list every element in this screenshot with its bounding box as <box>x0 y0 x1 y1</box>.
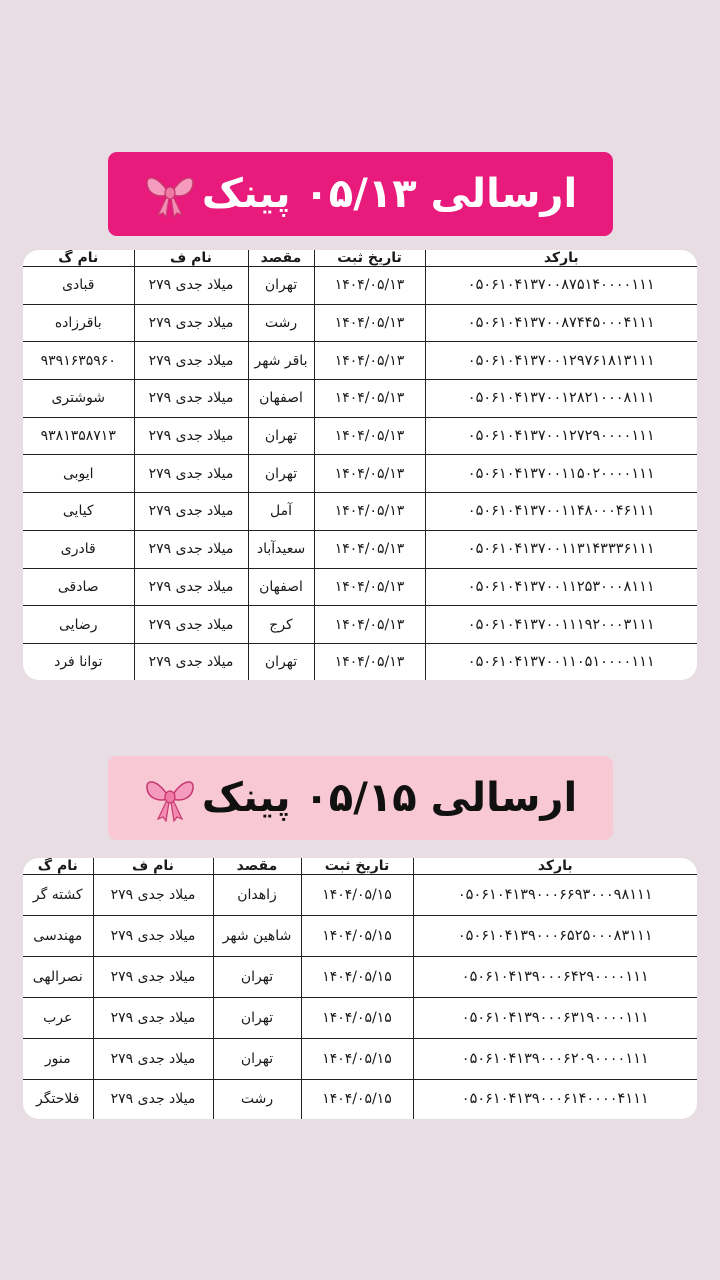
destination-cell: رشت <box>248 304 314 342</box>
destination-cell: زاهدان <box>213 875 301 916</box>
reg-date-cell: ۱۴۰۴/۰۵/۱۳ <box>314 267 425 305</box>
first-name-cell: میلاد جدی ۲۷۹ <box>134 568 248 606</box>
last-name-cell: ۹۳۹۱۶۳۵۹۶۰ <box>23 342 134 380</box>
destination-cell: اصفهان <box>248 568 314 606</box>
table-row <box>23 380 697 418</box>
last-name-cell: منور <box>23 1038 93 1079</box>
destination-cell: باقر شهر <box>248 342 314 380</box>
destination-cell: آمل <box>248 493 314 531</box>
pink-bow-icon <box>144 774 196 822</box>
first-name-cell: میلاد جدی ۲۷۹ <box>93 875 213 916</box>
table-row <box>23 493 697 531</box>
table-row <box>23 1038 697 1079</box>
barcode-cell: ۰۵۰۶۱۰۴۱۳۷۰۰۱۱۲۵۳۰۰۰۸۱۱۱ <box>425 568 697 606</box>
first-name-cell: میلاد جدی ۲۷۹ <box>134 493 248 531</box>
first-name-cell: میلاد جدی ۲۷۹ <box>93 1079 213 1119</box>
destination-cell: تهران <box>248 267 314 305</box>
section2-table-header <box>23 858 697 875</box>
destination-cell: سعیدآباد <box>248 530 314 568</box>
first-name-cell: میلاد جدی ۲۷۹ <box>134 342 248 380</box>
reg-date-cell: ۱۴۰۴/۰۵/۱۳ <box>314 304 425 342</box>
first-name-cell: میلاد جدی ۲۷۹ <box>93 997 213 1038</box>
first-name-cell: میلاد جدی ۲۷۹ <box>134 380 248 418</box>
barcode-cell: ۰۵۰۶۱۰۴۱۳۹۰۰۰۶۵۲۵۰۰۰۸۳۱۱۱ <box>413 915 697 956</box>
section2-table-body <box>23 875 697 1120</box>
table-row <box>23 267 697 305</box>
barcode-cell: ۰۵۰۶۱۰۴۱۳۷۰۰۱۱۴۸۰۰۰۴۶۱۱۱ <box>425 493 697 531</box>
section2-table <box>23 858 697 1119</box>
last-name-cell: ایوبی <box>23 455 134 493</box>
table-row <box>23 304 697 342</box>
destination-cell: تهران <box>213 997 301 1038</box>
barcode-cell: ۰۵۰۶۱۰۴۱۳۷۰۰۱۱۳۱۴۳۳۳۶۱۱۱ <box>425 530 697 568</box>
header-first-name: نام ف <box>134 250 248 267</box>
reg-date-cell: ۱۴۰۴/۰۵/۱۵ <box>301 1038 413 1079</box>
last-name-cell: کشته گر <box>23 875 93 916</box>
last-name-cell: شوشتری <box>23 380 134 418</box>
barcode-cell: ۰۵۰۶۱۰۴۱۳۷۰۰۱۱۵۰۲۰۰۰۰۱۱۱ <box>425 455 697 493</box>
header-row <box>23 858 697 875</box>
first-name-cell: میلاد جدی ۲۷۹ <box>134 643 248 680</box>
table-row <box>23 956 697 997</box>
barcode-cell: ۰۵۰۶۱۰۴۱۳۷۰۰۱۲۸۲۱۰۰۰۸۱۱۱ <box>425 380 697 418</box>
first-name-cell: میلاد جدی ۲۷۹ <box>134 267 248 305</box>
destination-cell: تهران <box>248 455 314 493</box>
reg-date-cell: ۱۴۰۴/۰۵/۱۳ <box>314 530 425 568</box>
last-name-cell: ۹۳۸۱۳۵۸۷۱۳ <box>23 417 134 455</box>
header-last-name: نام گ <box>23 250 134 267</box>
header-row <box>23 250 697 267</box>
table-row <box>23 997 697 1038</box>
reg-date-cell: ۱۴۰۴/۰۵/۱۳ <box>314 342 425 380</box>
table-row <box>23 1079 697 1119</box>
section2-title: ارسالی ۰۵/۱۵ پینک <box>201 775 578 821</box>
reg-date-cell: ۱۴۰۴/۰۵/۱۳ <box>314 455 425 493</box>
reg-date-cell: ۱۴۰۴/۰۵/۱۵ <box>301 1079 413 1119</box>
destination-cell: کرج <box>248 606 314 644</box>
last-name-cell: مهندسی <box>23 915 93 956</box>
reg-date-cell: ۱۴۰۴/۰۵/۱۵ <box>301 915 413 956</box>
last-name-cell: باقرزاده <box>23 304 134 342</box>
header-barcode: بارکد <box>413 858 697 875</box>
section1-title: ارسالی ۰۵/۱۳ پینک <box>201 171 578 217</box>
first-name-cell: میلاد جدی ۲۷۹ <box>134 455 248 493</box>
last-name-cell: رضایی <box>23 606 134 644</box>
destination-cell: رشت <box>213 1079 301 1119</box>
last-name-cell: فلاحتگر <box>23 1079 93 1119</box>
barcode-cell: ۰۵۰۶۱۰۴۱۳۷۰۰۱۱۰۵۱۰۰۰۰۱۱۱ <box>425 643 697 680</box>
destination-cell: تهران <box>213 956 301 997</box>
destination-cell: تهران <box>213 1038 301 1079</box>
barcode-cell: ۰۵۰۶۱۰۴۱۳۹۰۰۰۶۳۱۹۰۰۰۰۱۱۱ <box>413 997 697 1038</box>
table-row <box>23 568 697 606</box>
section1-table-card <box>23 250 697 680</box>
reg-date-cell: ۱۴۰۴/۰۵/۱۵ <box>301 875 413 916</box>
first-name-cell: میلاد جدی ۲۷۹ <box>134 304 248 342</box>
last-name-cell: صادقی <box>23 568 134 606</box>
barcode-cell: ۰۵۰۶۱۰۴۱۳۷۰۰۸۷۴۴۵۰۰۰۴۱۱۱ <box>425 304 697 342</box>
last-name-cell: قادری <box>23 530 134 568</box>
last-name-cell: نصرالهی <box>23 956 93 997</box>
reg-date-cell: ۱۴۰۴/۰۵/۱۳ <box>314 417 425 455</box>
reg-date-cell: ۱۴۰۴/۰۵/۱۳ <box>314 568 425 606</box>
barcode-cell: ۰۵۰۶۱۰۴۱۳۹۰۰۰۶۴۲۹۰۰۰۰۱۱۱ <box>413 956 697 997</box>
last-name-cell: عرب <box>23 997 93 1038</box>
first-name-cell: میلاد جدی ۲۷۹ <box>93 1038 213 1079</box>
section1-table-body <box>23 267 697 681</box>
section1-table-header <box>23 250 697 267</box>
barcode-cell: ۰۵۰۶۱۰۴۱۳۷۰۰۸۷۵۱۴۰۰۰۰۱۱۱ <box>425 267 697 305</box>
reg-date-cell: ۱۴۰۴/۰۵/۱۵ <box>301 997 413 1038</box>
first-name-cell: میلاد جدی ۲۷۹ <box>93 915 213 956</box>
barcode-cell: ۰۵۰۶۱۰۴۱۳۷۰۰۱۲۷۲۹۰۰۰۰۱۱۱ <box>425 417 697 455</box>
header-destination: مقصد <box>248 250 314 267</box>
barcode-cell: ۰۵۰۶۱۰۴۱۳۹۰۰۰۶۱۴۰۰۰۰۴۱۱۱ <box>413 1079 697 1119</box>
reg-date-cell: ۱۴۰۴/۰۵/۱۵ <box>301 956 413 997</box>
first-name-cell: میلاد جدی ۲۷۹ <box>134 417 248 455</box>
reg-date-cell: ۱۴۰۴/۰۵/۱۳ <box>314 606 425 644</box>
table-row <box>23 417 697 455</box>
destination-cell: تهران <box>248 643 314 680</box>
reg-date-cell: ۱۴۰۴/۰۵/۱۳ <box>314 493 425 531</box>
table-row <box>23 875 697 916</box>
header-first-name: نام ف <box>93 858 213 875</box>
section2-table-card <box>23 858 697 1119</box>
table-row <box>23 455 697 493</box>
header-barcode: بارکد <box>425 250 697 267</box>
barcode-cell: ۰۵۰۶۱۰۴۱۳۷۰۰۱۱۱۹۲۰۰۰۳۱۱۱ <box>425 606 697 644</box>
pink-bow-icon <box>144 170 196 218</box>
section2-title-banner <box>108 756 613 840</box>
last-name-cell: قبادی <box>23 267 134 305</box>
header-reg-date: تاریخ ثبت <box>301 858 413 875</box>
first-name-cell: میلاد جدی ۲۷۹ <box>134 530 248 568</box>
reg-date-cell: ۱۴۰۴/۰۵/۱۳ <box>314 643 425 680</box>
barcode-cell: ۰۵۰۶۱۰۴۱۳۷۰۰۱۲۹۷۶۱۸۱۳۱۱۱ <box>425 342 697 380</box>
table-row <box>23 643 697 680</box>
first-name-cell: میلاد جدی ۲۷۹ <box>134 606 248 644</box>
destination-cell: شاهین شهر <box>213 915 301 956</box>
header-last-name: نام گ <box>23 858 93 875</box>
header-reg-date: تاریخ ثبت <box>314 250 425 267</box>
table-row <box>23 530 697 568</box>
table-row <box>23 342 697 380</box>
first-name-cell: میلاد جدی ۲۷۹ <box>93 956 213 997</box>
reg-date-cell: ۱۴۰۴/۰۵/۱۳ <box>314 380 425 418</box>
barcode-cell: ۰۵۰۶۱۰۴۱۳۹۰۰۰۶۶۹۳۰۰۰۹۸۱۱۱ <box>413 875 697 916</box>
destination-cell: تهران <box>248 417 314 455</box>
table-row <box>23 606 697 644</box>
destination-cell: اصفهان <box>248 380 314 418</box>
header-destination: مقصد <box>213 858 301 875</box>
last-name-cell: توانا فرد <box>23 643 134 680</box>
table-row <box>23 915 697 956</box>
barcode-cell: ۰۵۰۶۱۰۴۱۳۹۰۰۰۶۲۰۹۰۰۰۰۱۱۱ <box>413 1038 697 1079</box>
section1-title-banner <box>108 152 613 236</box>
last-name-cell: کیایی <box>23 493 134 531</box>
section1-table <box>23 250 697 680</box>
